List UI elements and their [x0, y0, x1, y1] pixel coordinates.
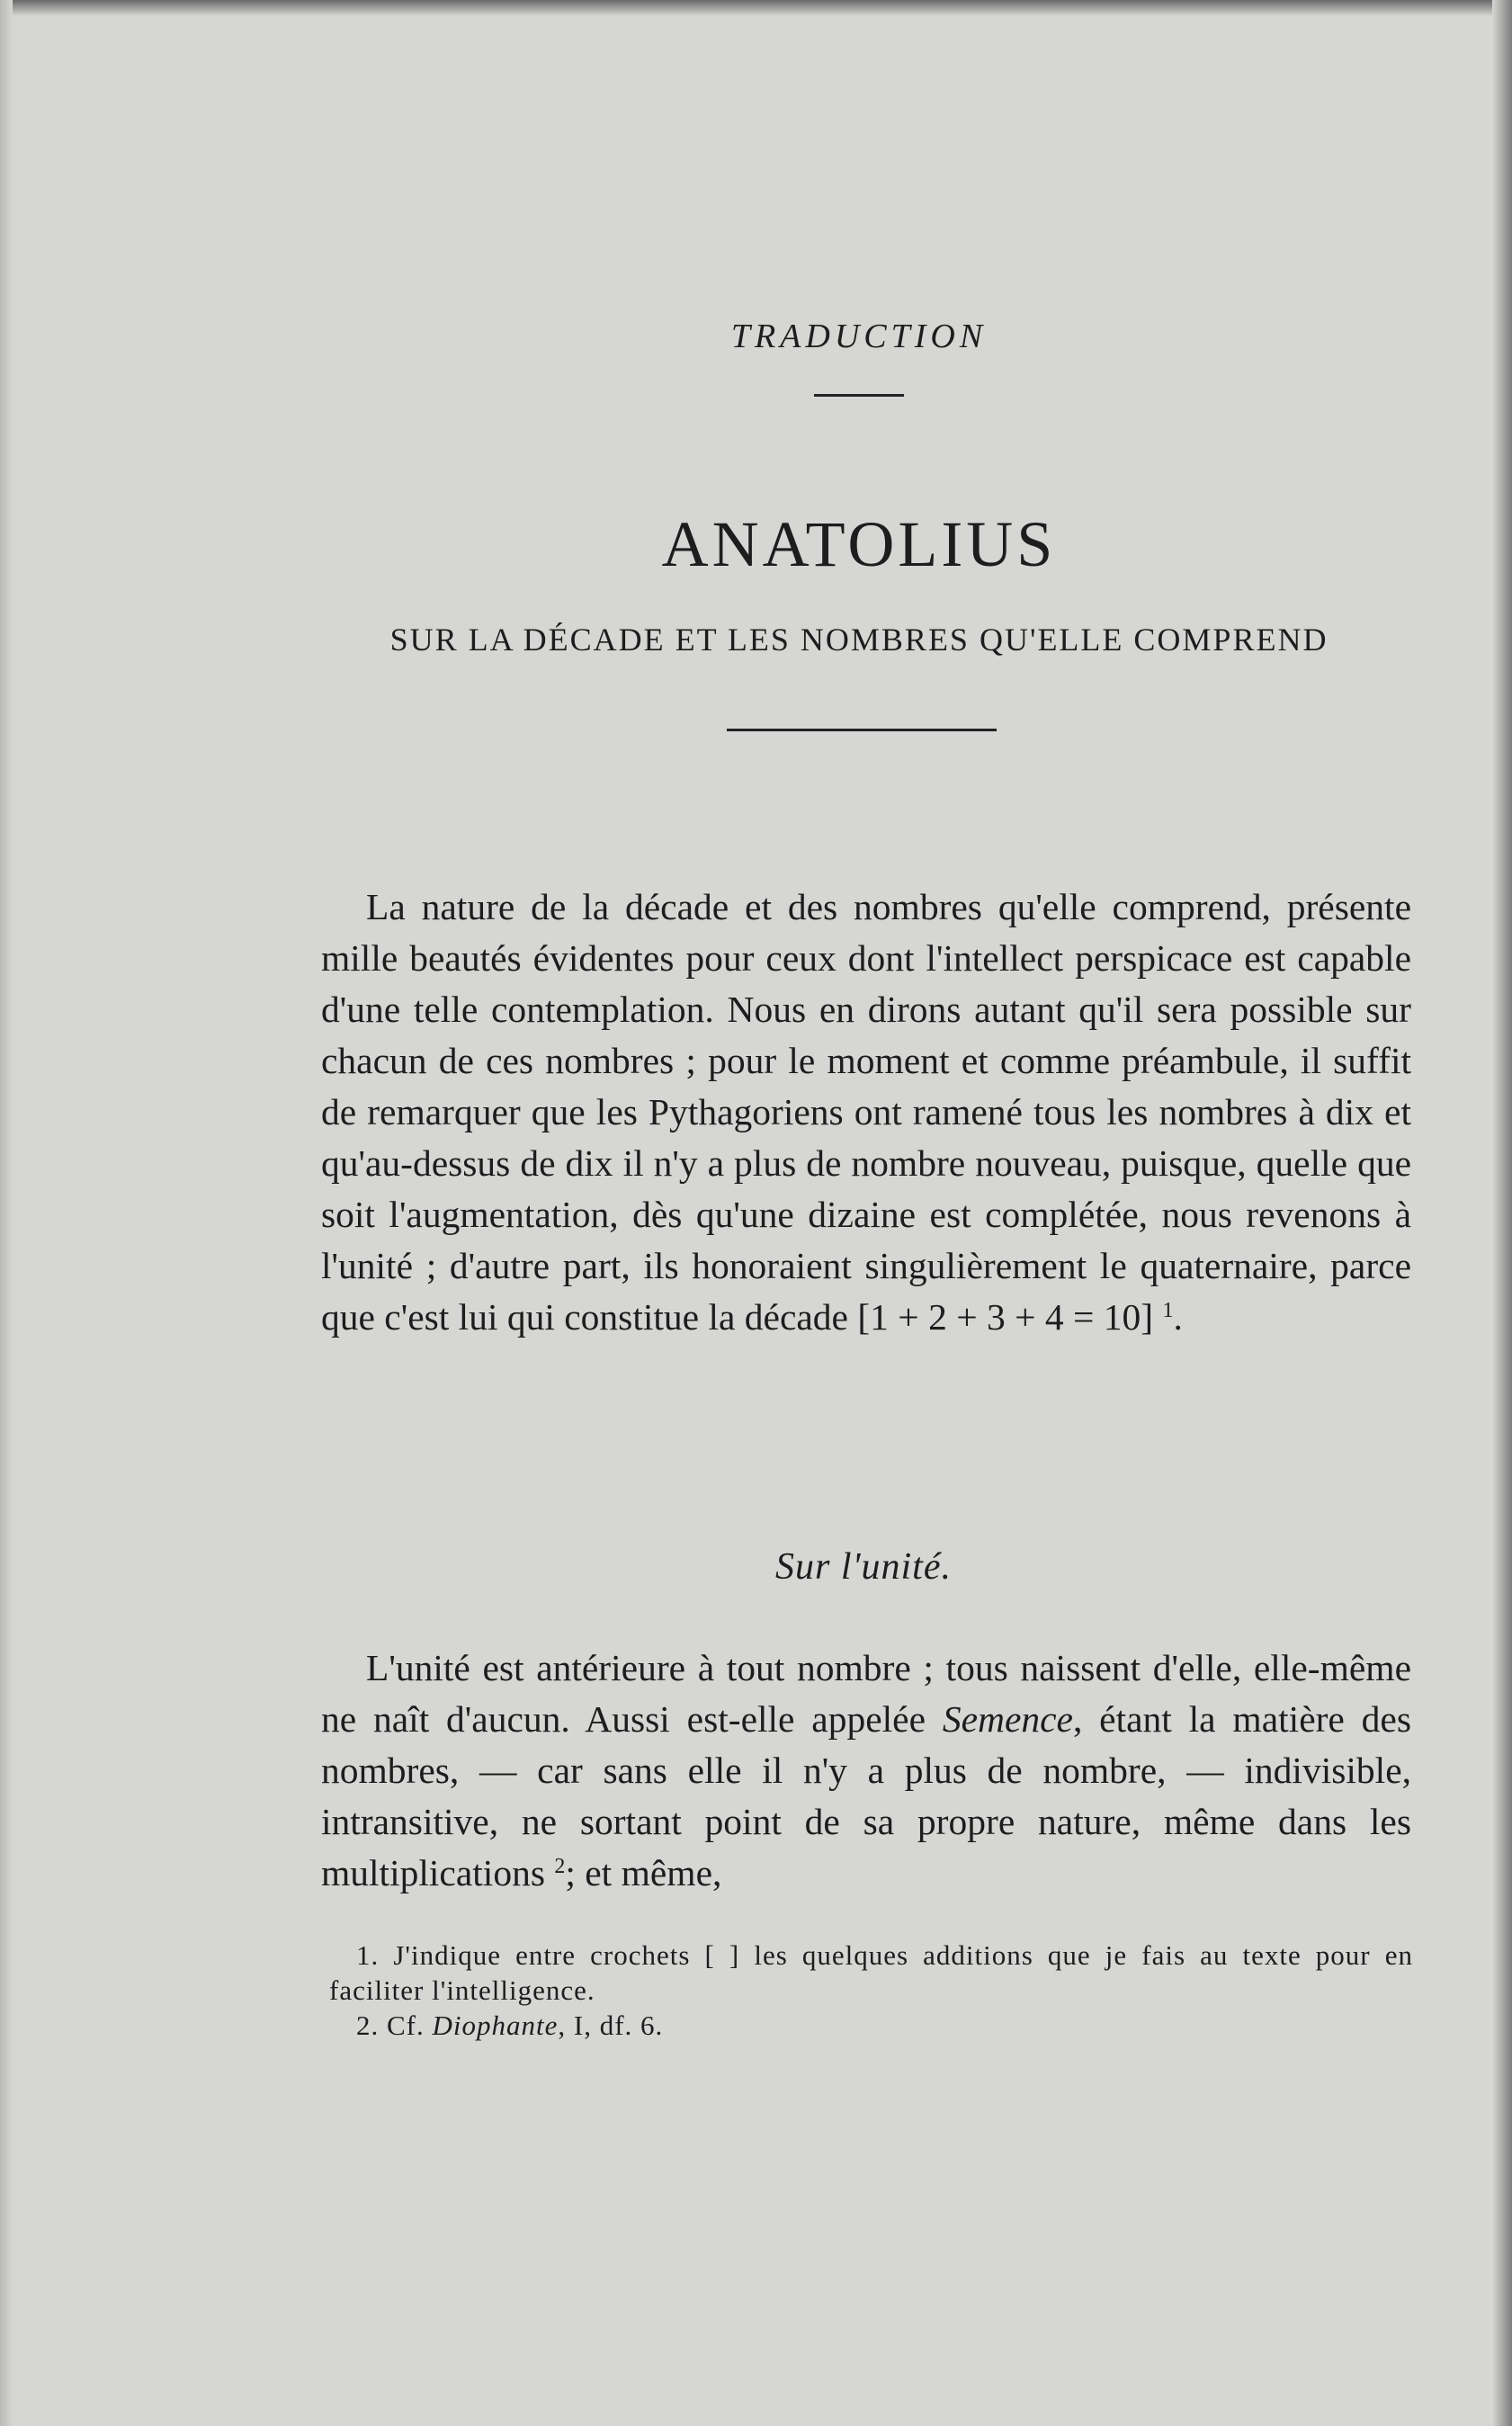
footnote-ref-1: 1: [1162, 1299, 1174, 1322]
footnotes: [329, 1938, 1413, 2043]
paragraph-text: La nature de la décade et des nombres qu'elle comprend, présente mille beautés évidentes pour ceux dont l'intellect perspicace est capable d'une telle contemplation. Nous en dirons autant qu'il sera possible sur chacun de ces nombres ; pour le moment et comme préambule, il suffit de remarquer que les Pythagoriens ont ramené tous les nombres à dix et qu'au-dessus de dix il n'y a plus de nombre nouveau, puisque, quelle que soit l'augmentation, dès qu'une dizaine est complétée, nous revenons à l'unité ; d'autre part, ils honoraient singulièrement le quaternaire, parce que c'est lui qui constitue la décade [1 + 2 + 3 + 4 = 10]: [321, 886, 1411, 1338]
footnote-1: 1. J'indique entre crochets [ ] les quelques additions que je fais au texte pour en faciliter l'intelligence.: [329, 1939, 1413, 2006]
footnote-ref-2: 2: [554, 1855, 566, 1878]
page-subtitle: SUR LA DÉCADE ET LES NOMBRES QU'ELLE COMPREND: [389, 622, 1329, 658]
footnote-2-prefix: 2. Cf.: [356, 2010, 425, 2041]
section-label: TRADUCTION: [730, 318, 988, 355]
paragraph-text-a: L'unité est antérieure à tout nombre ; tous naissent d'elle, elle-même ne naît d'aucun. Aussi est-elle appelée: [321, 1647, 1411, 1740]
page-gutter-shadow: [0, 0, 13, 2426]
term-semence: Semence: [942, 1698, 1073, 1740]
footnote-2-suffix: , I, df. 6.: [558, 2010, 664, 2041]
footnote-2: [329, 2008, 1413, 2043]
page-title: ANATOLIUS: [661, 508, 1057, 580]
section-heading-unite: Sur l'unité.: [775, 1546, 952, 1588]
divider-long: [727, 729, 997, 731]
paragraph-unite: [321, 1643, 1411, 1899]
footnote-2-title: Diophante: [432, 2010, 559, 2041]
paragraph-text-c: ; et même,: [565, 1852, 722, 1893]
paragraph-end: .: [1173, 1296, 1183, 1338]
paragraph-decade: [321, 882, 1411, 1343]
divider-short: [814, 394, 904, 397]
paragraph-text-b: , étant la matière des nombres, — car sans elle il n'y a plus de nombre, — indivisible, intransitive, ne sortant point de sa propre nature, même dans les multiplications: [321, 1698, 1411, 1893]
